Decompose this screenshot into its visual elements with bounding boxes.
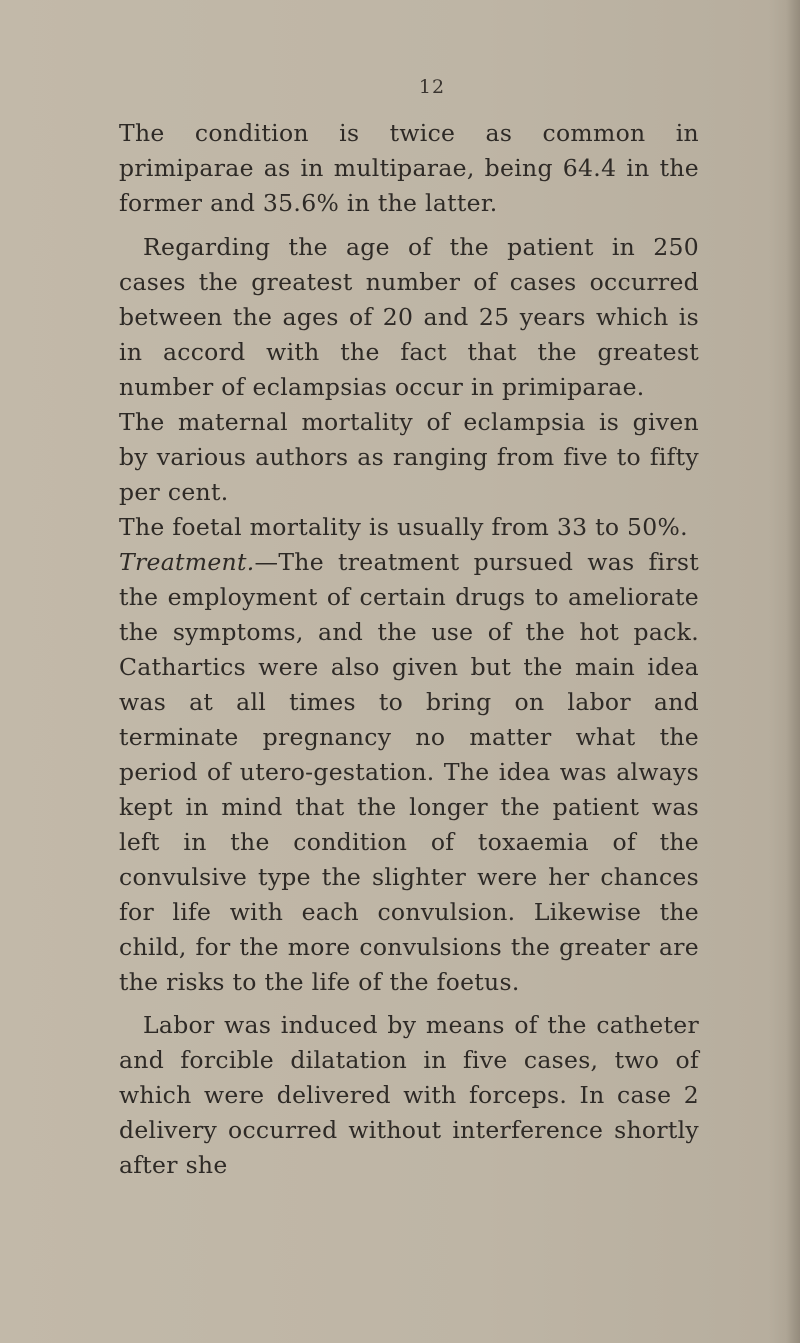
- treatment-heading: Treatment.: [119, 547, 255, 576]
- paragraph-condition-frequency: The condition is twice as common in primiparae as in multiparae, being 64.4 in the former and 35.6% in the latter.: [119, 119, 699, 217]
- body-text: [119, 116, 699, 1192]
- paragraph-foetal-mortality: The foetal mortality is usually from 33 to 50%.: [119, 512, 688, 541]
- paragraph-maternal-mortality: The maternal mortality of eclampsia is given by various authors as ranging from five to fifty per cent.: [119, 407, 699, 506]
- page-number: 12: [418, 76, 446, 98]
- paragraph-patient-age: Regarding the age of the patient in 250 cases the greatest number of cases occurred between the ages of 20 and 25 years which is in accord with the fact that the greatest number of eclampsias occur in primiparae.: [119, 232, 699, 401]
- treatment-text: —The treatment pursued was first the employment of certain drugs to ameliorate the symptoms, and the use of the hot pack. Cathartics were also given but the main idea was at all times to bring on labor and terminate pregnancy no matter what the period of utero-gestation. The idea was always kept in mind that the longer the patient was left in the condition of toxaemia of the convulsive type the slighter were her chances for life with each convulsion. Likewise the child, for the more convulsions the greater are the risks to the life of the foetus.: [119, 547, 699, 996]
- paragraph-treatment: [119, 545, 699, 1000]
- page-edge-shadow: [786, 0, 800, 1343]
- paragraph-labor-induction: Labor was induced by means of the catheter and forcible dilatation in five cases, two of which were delivered with forceps. In case 2 delivery occurred without interference shortly after she: [119, 1011, 699, 1179]
